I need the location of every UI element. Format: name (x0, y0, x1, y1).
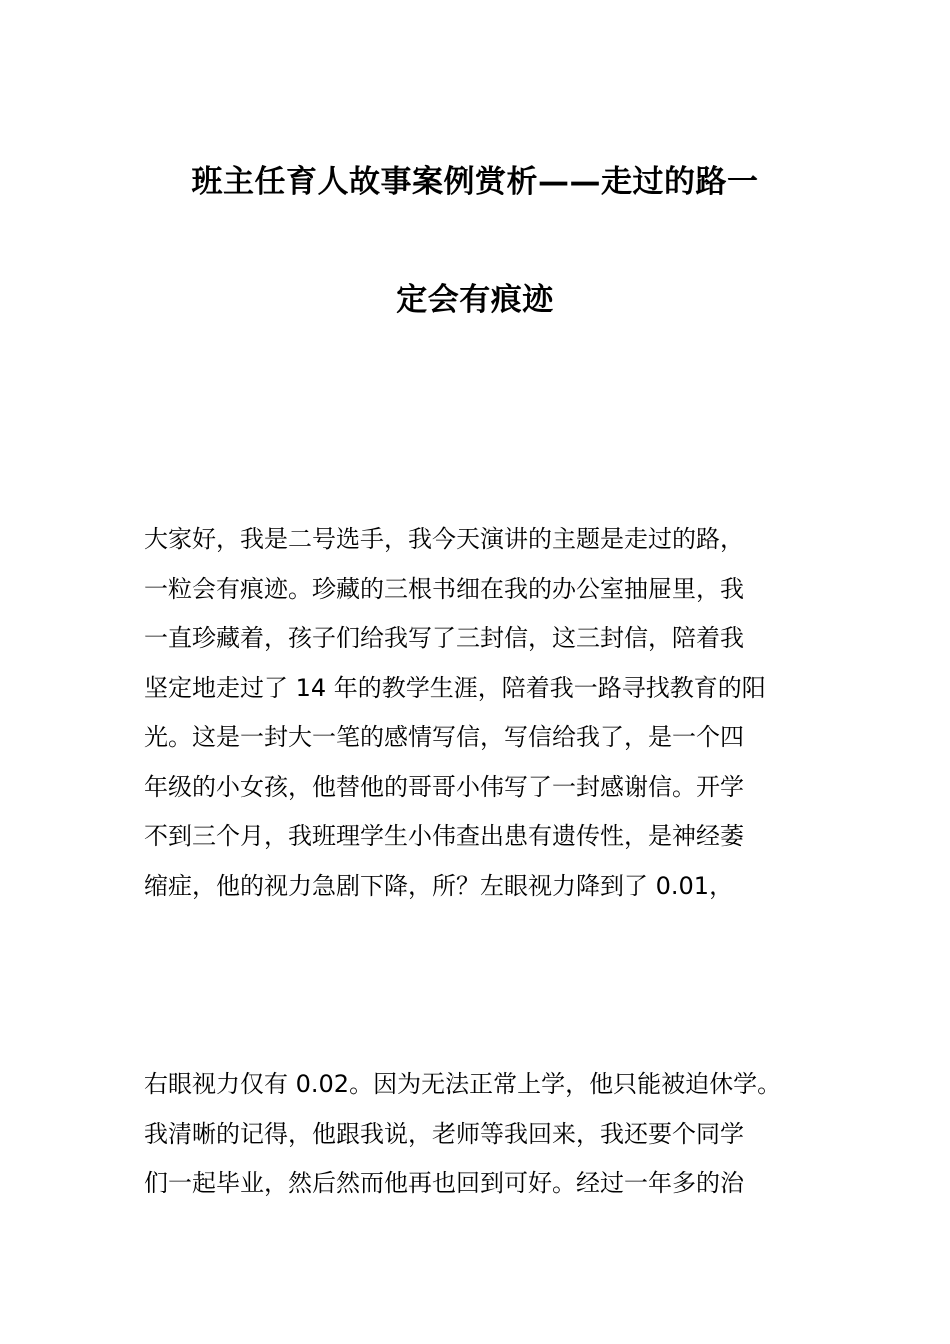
title-line-2: 定会有痕迹 (396, 282, 554, 318)
paragraph-line: 大家好，我是二号选手，我今天演讲的主题是走过的路， (144, 525, 744, 553)
paragraph-line: 光。这是一封大一笔的感情写信，写信给我了，是一个四 (144, 723, 744, 751)
paragraph-line: 缩症，他的视力急剧下降，所？左眼视力降到了 0.01， (144, 872, 734, 900)
paragraph-line: 们一起毕业，然后然而他再也回到可好。经过一年多的治 (144, 1169, 744, 1197)
paragraph-line: 我清晰的记得，他跟我说，老师等我回来，我还要个同学 (144, 1120, 744, 1148)
paragraph-line: 右眼视力仅有 0.02。因为无法正常上学，他只能被迫休学。 (144, 1070, 782, 1098)
title-line-1: 班主任育人故事案例赏析——走过的路一 (191, 164, 759, 200)
paragraph-line: 坚定地走过了 14 年的教学生涯，陪着我一路寻找教育的阳 (144, 674, 766, 702)
paragraph-line: 一直珍藏着，孩子们给我写了三封信，这三封信，陪着我 (144, 624, 744, 652)
paragraph-line: 一粒会有痕迹。珍藏的三根书细在我的办公室抽屉里，我 (144, 575, 744, 603)
paragraph-line: 不到三个月，我班理学生小伟查出患有遗传性，是神经萎 (144, 822, 744, 850)
paragraph-line: 年级的小女孩，他替他的哥哥小伟写了一封感谢信。开学 (144, 773, 744, 801)
